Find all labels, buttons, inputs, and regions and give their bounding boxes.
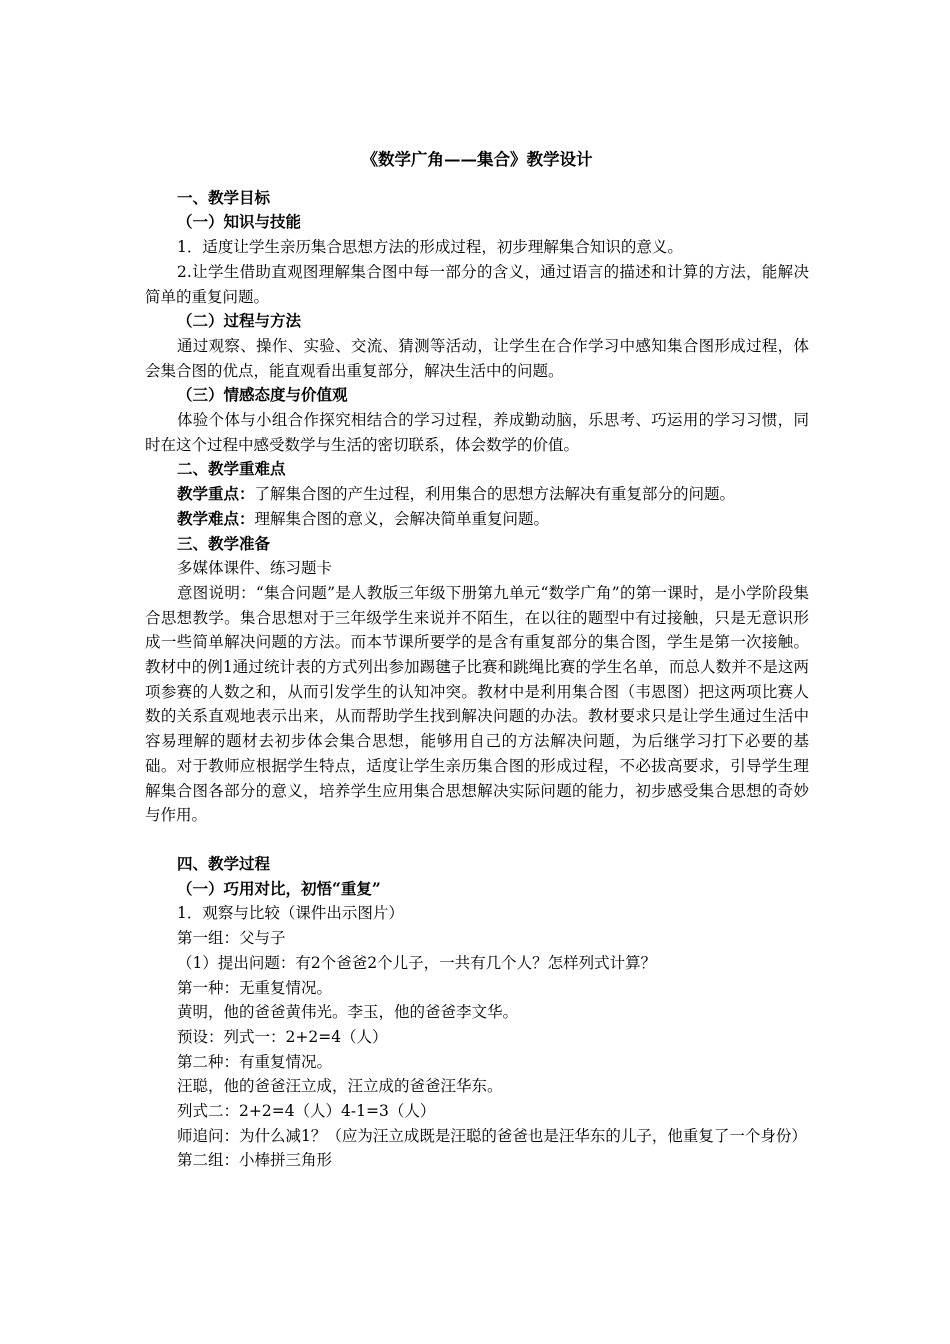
text-line: 汪聪，他的爸爸汪立成，汪立成的爸爸汪华东。 bbox=[177, 1077, 503, 1096]
difficulty-line bbox=[145, 507, 809, 532]
difficulty-label: 教学难点： bbox=[177, 508, 255, 528]
subheading-attitude-values: （三）情感态度与价值观 bbox=[177, 385, 348, 405]
spacer bbox=[145, 828, 809, 852]
paragraph: 通过观察、操作、实验、交流、猜测等活动，让学生在合作学习中感知集合图形成过程，体会集合图的优点，能直观看出重复部分，解决生活中的问题。 bbox=[145, 336, 809, 380]
text-line: （1）提出问题：有2个爸爸2个儿子，一共有几个人？怎样列式计算？ bbox=[177, 953, 657, 972]
paragraph: 1．适度让学生亲历集合思想方法的形成过程，初步理解集合知识的意义。 bbox=[177, 238, 683, 257]
text-line: 黄明，他的爸爸黄伟光。李玉，他的爸爸李文华。 bbox=[177, 1003, 519, 1022]
paragraph: 多媒体课件、练习题卡 bbox=[177, 559, 333, 578]
subheading-process-method: （二）过程与方法 bbox=[177, 311, 302, 331]
paragraph: 2.让学生借助直观图理解集合图中每一部分的含义，通过语言的描述和计算的方法，能解决简单的重复问题。 bbox=[145, 262, 809, 306]
subheading-compare: （一）巧用对比，初悟“重复” bbox=[177, 878, 381, 898]
document-page bbox=[145, 148, 809, 1173]
section-heading-objectives: 一、教学目标 bbox=[177, 187, 271, 207]
key-point-text: 了解集合图的产生过程，利用集合的思想方法解决有重复部分的问题。 bbox=[254, 485, 736, 504]
paragraph: 师追问：为什么减1？（应为汪立成既是汪聪的爸爸也是汪华东的儿子，他重复了一个身份） bbox=[177, 1126, 807, 1145]
intent-paragraph: 意图说明：“集合问题”是人教版三年级下册第九单元“数学广角”的第一课时，是小学阶段集合思想教学。集合思想对于三年级学生来说并不陌生，在以往的题型中有过接触，只是无意识形成一些简单解决问题的方法。而本节课所要学的是含有重复部分的集合图，学生是第一次接触。教材中的例1通过统计表的方式列出参加踢毽子比赛和跳绳比赛的学生名单，而总人数并不是这两项参赛的人数之和，从而引发学生的认知冲突。教材中是利用集合图（韦恩图）把这两项比赛人数的关系直观地表示出来，从而帮助学生找到解决问题的办法。教材要求只是让学生通过生活中容易理解的题材去初步体会集合思想，能够用自己的方法解决问题，为后继学习打下必要的基础。对于教师应根据学生特点，适度让学生亲历集合图的形成过程，不必拔高要求，引导学生理解集合图各部分的意义，培养学生应用集合思想解决实际问题的能力，初步感受集合思想的奇妙与作用。 bbox=[145, 583, 809, 825]
text-line: 预设：列式一：2+2=4（人） bbox=[177, 1027, 388, 1046]
section-heading-process: 四、教学过程 bbox=[177, 853, 271, 873]
paragraph: 体验个体与小组合作探究相结合的学习过程，养成勤动脑，乐思考、巧运用的学习习惯，同时在这个过程中感受数学与生活的密切联系，体会数学的价值。 bbox=[145, 411, 809, 454]
text-line: 第二种：有重复情况。 bbox=[177, 1052, 333, 1071]
text-line: 第二组：小棒拼三角形 bbox=[177, 1151, 333, 1170]
subheading-knowledge-skills: （一）知识与技能 bbox=[177, 212, 302, 232]
text-line: 列式二：2+2=4（人）4-1=3（人） bbox=[177, 1102, 436, 1121]
key-point-label: 教学重点： bbox=[177, 484, 255, 504]
document-title: 《数学广角——集合》教学设计 bbox=[361, 150, 593, 169]
section-heading-preparation: 三、教学准备 bbox=[177, 533, 271, 553]
section-heading-key-points: 二、教学重难点 bbox=[177, 459, 286, 479]
text-line: 第一种：无重复情况。 bbox=[177, 978, 333, 997]
key-point-line bbox=[145, 482, 809, 507]
text-line: 1．观察与比较（课件出示图片） bbox=[177, 904, 404, 923]
text-line: 第一组：父与子 bbox=[177, 929, 286, 948]
difficulty-text: 理解集合图的意义，会解决简单重复问题。 bbox=[254, 509, 550, 528]
